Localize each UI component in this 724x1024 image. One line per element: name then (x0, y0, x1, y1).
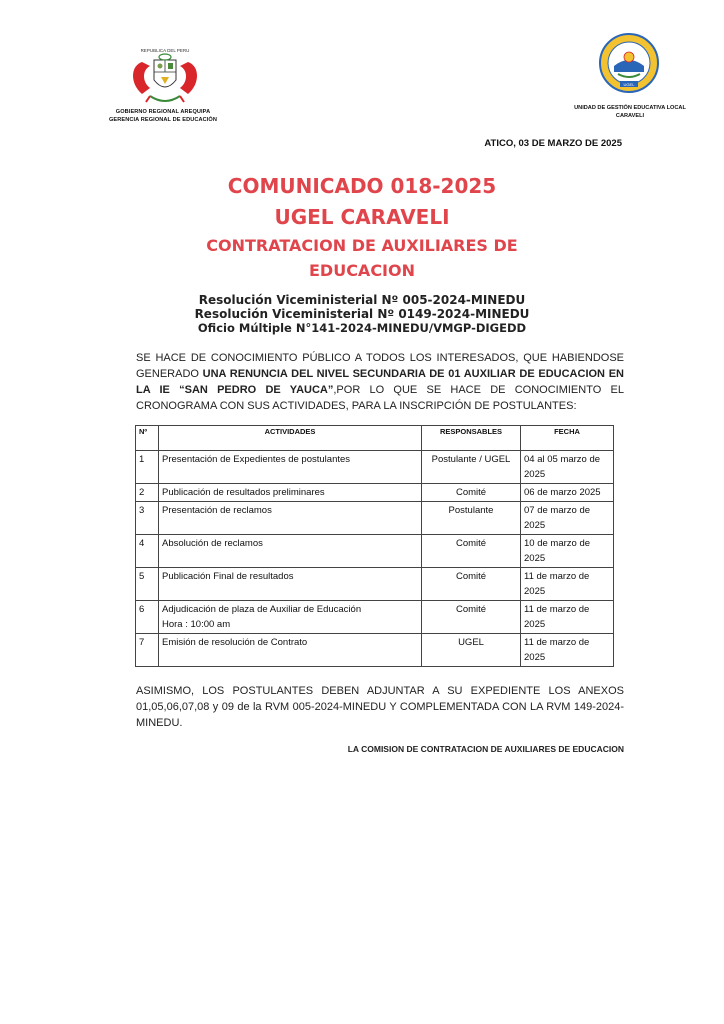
row-responsible: Postulante (422, 502, 521, 535)
row-number: 5 (136, 568, 159, 601)
row-activity: Emisión de resolución de Contrato (159, 634, 422, 667)
row-date: 04 al 05 marzo de 2025 (521, 451, 614, 484)
row-responsible: Postulante / UGEL (422, 451, 521, 484)
seal-left-text: REPUBLICA DEL PERU (140, 48, 190, 53)
title-subject-line-1: CONTRATACION DE AUXILIARES DE (206, 236, 518, 255)
row-activity: Absolución de reclamos (159, 535, 422, 568)
intro-paragraph (136, 350, 624, 414)
table-header-row (136, 426, 614, 451)
table-row (136, 634, 614, 667)
seal-flag-right (180, 62, 197, 94)
peru-coat-of-arms-logo (120, 44, 210, 110)
row-number: 6 (136, 601, 159, 634)
header-activities: ACTIVIDADES (159, 426, 422, 451)
left-organization (98, 109, 228, 124)
row-activity: Publicación de resultados preliminares (159, 484, 422, 502)
row-number: 4 (136, 535, 159, 568)
row-date: 06 de marzo 2025 (521, 484, 614, 502)
row-activity-line-2: Hora : 10:00 am (162, 619, 231, 630)
document-date: ATICO, 03 DE MARZO DE 2025 (484, 138, 622, 149)
intro-text-2: ,POR LO QUE SE HACE DE CONOCIMIENTO EL CRONOGRAMA CON SUS ACTIVIDADES, PARA LA INSCRIPCIÓN DE POSTULANTES: (136, 384, 624, 412)
row-number: 3 (136, 502, 159, 535)
header-date: FECHA (521, 426, 614, 451)
header-number: Nº (136, 426, 159, 451)
row-date: 10 de marzo de 2025 (521, 535, 614, 568)
table-row (136, 502, 614, 535)
table-row (136, 451, 614, 484)
row-number: 2 (136, 484, 159, 502)
row-activity (159, 601, 422, 634)
signature-commission: LA COMISION DE CONTRATACION DE AUXILIARES DE EDUCACION (347, 744, 624, 754)
seal-right-text: UGEL (623, 82, 635, 87)
right-organization (560, 104, 700, 120)
ugel-caraveli-logo (598, 32, 660, 94)
table-row (136, 601, 614, 634)
closing-paragraph: ASIMISMO, LOS POSTULANTES DEBEN ADJUNTAR A SU EXPEDIENTE LOS ANEXOS 01,05,06,07,08 y 09 de la RVM 005-2024-MINEDU Y COMPLEMENTADA CON LA RVM 149-2024-MINEDU. (136, 685, 624, 729)
row-responsible: Comité (422, 601, 521, 634)
row-number: 1 (136, 451, 159, 484)
row-activity: Presentación de reclamos (159, 502, 422, 535)
title-communique-number: COMUNICADO 018-2025 (227, 174, 497, 198)
row-number: 7 (136, 634, 159, 667)
row-responsible: Comité (422, 484, 521, 502)
seal-flag-left (133, 62, 150, 94)
row-activity-line-1: Adjudicación de plaza de Auxiliar de Educación (162, 604, 362, 615)
row-activity: Publicación Final de resultados (159, 568, 422, 601)
row-responsible: UGEL (422, 634, 521, 667)
intro-text-1: SE HACE DE CONOCIMIENTO PÚBLICO A TODOS LOS INTERESADOS, QUE HABIENDOSE GENERADO (136, 352, 624, 380)
intro-text-bold: UNA RENUNCIA DEL NIVEL SECUNDARIA DE 01 AUXILIAR DE EDUCACION EN LA IE “SAN PEDRO DE YAUCA” (136, 368, 624, 396)
table-row (136, 568, 614, 601)
header-responsibles: RESPONSABLES (422, 426, 521, 451)
right-org-line-2: CARAVELI (615, 113, 645, 119)
left-org-line-2: GERENCIA REGIONAL DE EDUCACIÓN (108, 116, 218, 123)
row-date: 11 de marzo de 2025 (521, 601, 614, 634)
reference-rvm-0149: Resolución Viceministerial Nº 0149-2024-MINEDU (194, 307, 530, 321)
schedule-table (135, 425, 614, 667)
table-row (136, 484, 614, 502)
row-responsible: Comité (422, 535, 521, 568)
table-row (136, 535, 614, 568)
row-date: 11 de marzo de 2025 (521, 568, 614, 601)
right-org-line-1: UNIDAD DE GESTIÓN EDUCATIVA LOCAL (574, 105, 686, 111)
row-date: 11 de marzo de 2025 (521, 634, 614, 667)
row-activity: Presentación de Expedientes de postulantes (159, 451, 422, 484)
reference-oficio-multiple: Oficio Múltiple N°141-2024-MINEDU/VMGP-DIGEDD (197, 321, 527, 335)
left-org-line-1: GOBIERNO REGIONAL AREQUIPA (115, 109, 211, 115)
row-responsible: Comité (422, 568, 521, 601)
reference-rvm-005: Resolución Viceministerial Nº 005-2024-MINEDU (198, 293, 526, 307)
title-subject-line-2: EDUCACION (308, 261, 415, 280)
row-date: 07 de marzo de 2025 (521, 502, 614, 535)
title-ugel: UGEL CARAVELI (274, 205, 450, 229)
